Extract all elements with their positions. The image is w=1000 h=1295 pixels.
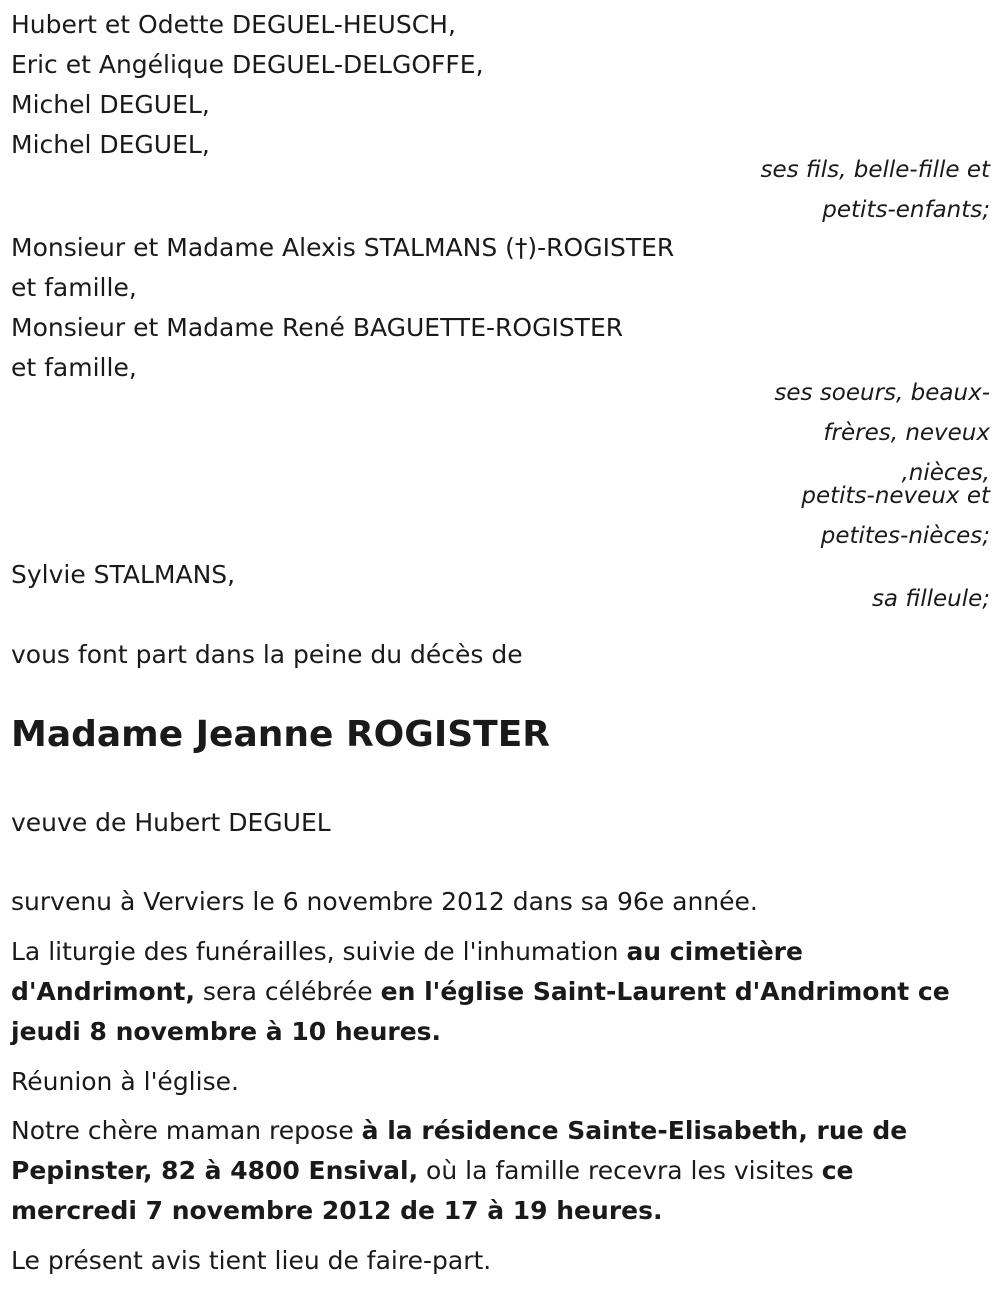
- rest-paragraph: [11, 1111, 986, 1231]
- children-line-4: Michel DEGUEL,: [11, 130, 210, 159]
- children-role-line-2: petits-enfants;: [822, 197, 990, 223]
- children-role-line-1: ses fils, belle-fille et: [760, 157, 990, 183]
- siblings-line-4: et famille,: [11, 353, 137, 382]
- children-line-3: Michel DEGUEL,: [11, 90, 210, 119]
- funeral-church: en l'église Saint-Laurent d'Andrimont ce jeudi 8 novembre à 10 heures.: [11, 977, 950, 1046]
- siblings-role-line-5: petites-nièces;: [820, 523, 990, 549]
- rest-when: ce mercredi 7 novembre 2012 de 17 à 19 heures.: [11, 1156, 854, 1225]
- rest-text-1: Notre chère maman repose: [11, 1116, 362, 1145]
- siblings-line-2: et famille,: [11, 273, 137, 302]
- siblings-line-3: Monsieur et Madame René BAGUETTE-ROGISTER: [11, 313, 624, 342]
- children-line-2: Eric et Angélique DEGUEL-DELGOFFE,: [11, 50, 484, 79]
- siblings-role-line-1: ses soeurs, beaux-: [774, 380, 990, 406]
- rest-place: à la résidence Sainte-Elisabeth, rue de Pepinster, 82 à 4800 Ensival,: [11, 1116, 908, 1185]
- siblings-role-line-4: petits-neveux et: [801, 483, 990, 509]
- deceased-name: Madame Jeanne ROGISTER: [11, 714, 551, 755]
- siblings-line-1: Monsieur et Madame Alexis STALMANS (†)-ROGISTER: [11, 233, 675, 262]
- funeral-text-1: La liturgie des funérailles, suivie de l'inhumation: [11, 937, 627, 966]
- siblings-role-line-2: frères, neveux: [823, 420, 990, 446]
- intro-text: vous font part dans la peine du décès de: [11, 640, 523, 669]
- meeting-text: Réunion à l'église.: [11, 1067, 239, 1096]
- closing-text: Le présent avis tient lieu de faire-part.: [11, 1246, 492, 1275]
- goddaughter-name: Sylvie STALMANS,: [11, 560, 236, 589]
- funeral-cemetery: au cimetière d'Andrimont,: [11, 937, 803, 1006]
- rest-text-2: où la famille recevra les visites: [418, 1156, 822, 1185]
- widow-of-text: veuve de Hubert DEGUEL: [11, 808, 331, 837]
- funeral-text-2: sera célébrée: [194, 977, 381, 1006]
- death-text: survenu à Verviers le 6 novembre 2012 dans sa 96e année.: [11, 887, 758, 916]
- siblings-role-line-3: ,nièces,: [901, 460, 990, 486]
- funeral-paragraph: [11, 932, 986, 1052]
- goddaughter-role: sa filleule;: [871, 586, 990, 612]
- children-line-1: Hubert et Odette DEGUEL-HEUSCH,: [11, 10, 456, 39]
